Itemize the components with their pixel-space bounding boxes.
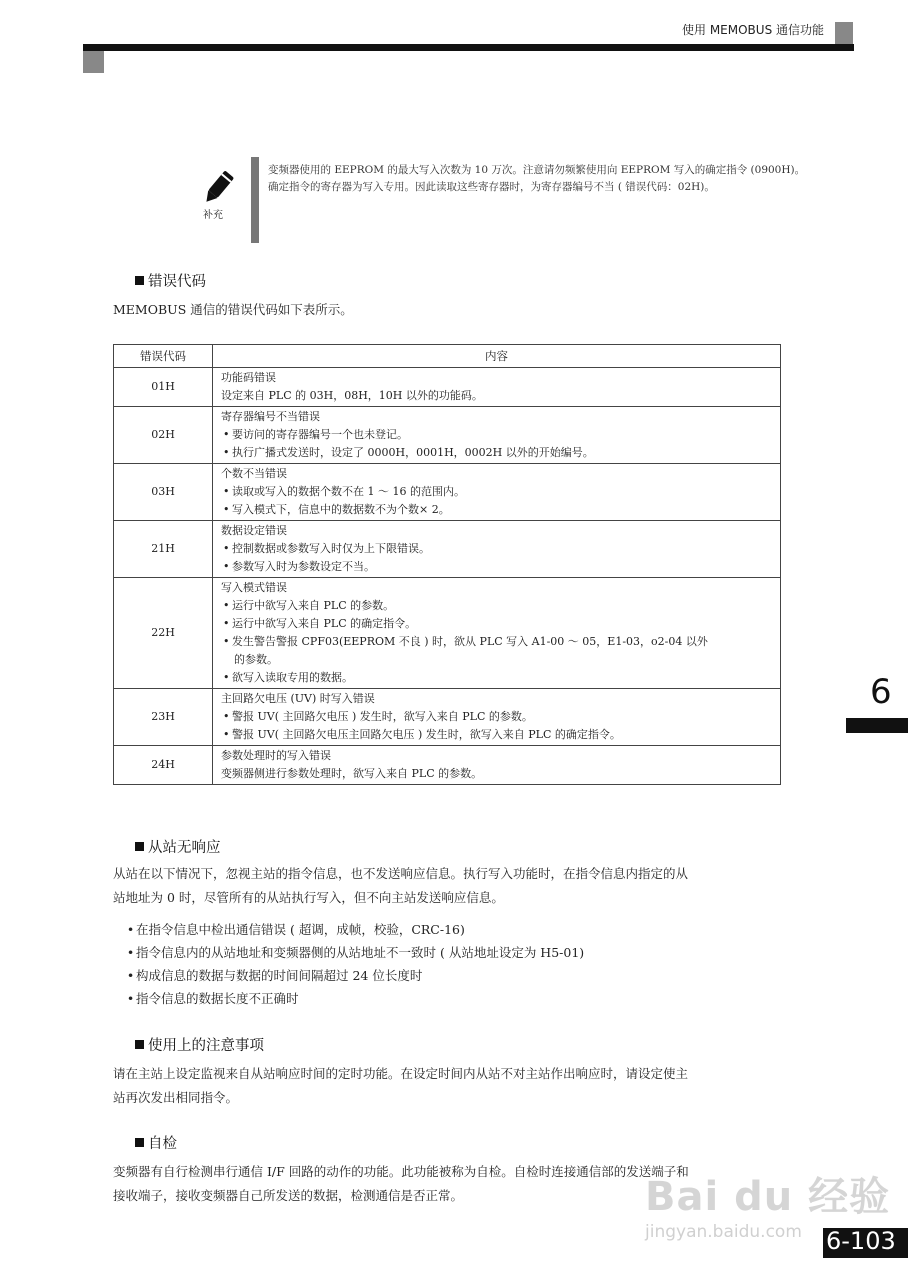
error-code-cell: 02H [114, 407, 213, 464]
section-heading-self-test: 自检 [135, 1132, 177, 1153]
error-bullet-line: • 警报 UV( 主回路欠电压 ) 发生时，欲写入来自 PLC 的参数。 [223, 710, 533, 723]
error-bullet-line: • 参数写入时为参数设定不当。 [223, 560, 375, 573]
error-title: 功能码错误 [221, 371, 276, 384]
error-code-cell: 01H [114, 368, 213, 407]
error-detail-line: 变频器侧进行参数处理时，欲写入来自 PLC 的参数。 [221, 767, 483, 780]
square-bullet-icon [135, 1138, 144, 1147]
error-bullet-line: • 读取或写入的数据个数不在 1 ～ 16 的范围内。 [223, 485, 465, 498]
error-code-cell: 22H [114, 578, 213, 689]
error-code-cell: 21H [114, 521, 213, 578]
error-bullet-line: • 控制数据或参数写入时仅为上下限错误。 [223, 542, 430, 555]
error-detail-line: 设定来自 PLC 的 03H，08H，10H 以外的功能码。 [221, 389, 483, 402]
error-content-cell [213, 407, 781, 464]
error-bullet-line: • 写入模式下，信息中的数据数不为个数× 2。 [223, 503, 450, 516]
error-bullet-line: • 运行中欲写入来自 PLC 的确定指令。 [223, 617, 417, 630]
header-rule [83, 44, 854, 51]
error-content-cell [213, 746, 781, 785]
slave-bullet-list [125, 918, 584, 1010]
note-bar [251, 157, 259, 243]
section-heading-slave-no-response: 从站无响应 [135, 836, 221, 857]
error-content-cell [213, 368, 781, 407]
table-row [114, 578, 781, 689]
error-bullet-line: • 运行中欲写入来自 PLC 的参数。 [223, 599, 395, 612]
error-content-cell [213, 464, 781, 521]
table-row [114, 521, 781, 578]
header-marker-left [83, 51, 104, 73]
error-code-cell: 24H [114, 746, 213, 785]
error-title: 写入模式错误 [221, 581, 287, 594]
selftest-paragraph: 变频器有自行检测串行通信 I/F 回路的动作的功能。此功能被称为自检。自检时连接通信部的发送端子和 接收端子，接收变频器自己所发送的数据，检测通信是否正常。 [113, 1164, 689, 1203]
note-icon-label: 补充 [203, 210, 223, 221]
list-item: • 在指令信息中检出通信错误 ( 超调，成帧，校验，CRC-16) [126, 922, 465, 937]
error-intro: MEMOBUS 通信的错误代码如下表所示。 [113, 302, 353, 317]
table-header-row [114, 345, 781, 368]
error-detail-line: 的参数。 [234, 653, 278, 666]
error-code-cell: 23H [114, 689, 213, 746]
page-number: 6-103 [826, 1227, 896, 1255]
table-row [114, 407, 781, 464]
list-item: • 构成信息的数据与数据的时间间隔超过 24 位长度时 [126, 968, 423, 983]
error-bullet-line: • 要访问的寄存器编号一个也未登记。 [223, 428, 408, 441]
error-title: 寄存器编号不当错误 [221, 410, 320, 423]
error-bullet-line: • 欲写入读取专用的数据。 [223, 671, 353, 684]
running-header: 使用 MEMOBUS 通信功能 [682, 23, 824, 37]
error-bullet-line: • 执行广播式发送时，设定了 0000H，0001H，0002H 以外的开始编号。 [223, 446, 594, 459]
error-title: 参数处理时的写入错误 [221, 749, 331, 762]
watermark-logo: Bai du 经验 [645, 1174, 891, 1220]
slave-paragraph: 从站在以下情况下，忽视主站的指令信息，也不发送响应信息。执行写入功能时，在指令信息内指定的从 站地址为 0 时，尽管所有的从站执行写入，但不向主站发送响应信息。 [113, 866, 689, 905]
note-text [268, 162, 838, 196]
table-row [114, 464, 781, 521]
error-content-cell [213, 578, 781, 689]
error-bullet-line: • 发生警告警报 CPF03(EEPROM 不良 ) 时，欲从 PLC 写入 A1-00 ～ 05，E1-03，o2-04 以外 [223, 635, 708, 648]
square-bullet-icon [135, 276, 144, 285]
list-item: • 指令信息内的从站地址和变频器侧的从站地址不一致时 ( 从站地址设定为 H5-01) [126, 945, 585, 960]
table-row [114, 746, 781, 785]
section-heading-usage-notes: 使用上的注意事项 [135, 1034, 264, 1055]
error-content-cell [213, 521, 781, 578]
section-heading-error-codes: 错误代码 [135, 270, 206, 291]
square-bullet-icon [135, 1040, 144, 1049]
chapter-tab-bar [846, 718, 908, 733]
square-bullet-icon [135, 842, 144, 851]
table-row [114, 368, 781, 407]
watermark-url: jingyan.baidu.com [645, 1222, 802, 1242]
error-title: 主回路欠电压 (UV) 时写入错误 [221, 692, 375, 705]
list-item: • 指令信息的数据长度不正确时 [126, 991, 299, 1006]
col-content-header: 内容 [213, 345, 781, 368]
note-line: 确定指令的寄存器为写入专用。因此读取这些寄存器时，为寄存器编号不当 ( 错误代码：02H)。 [268, 181, 715, 193]
error-title: 数据设定错误 [221, 524, 287, 537]
error-title: 个数不当错误 [221, 467, 287, 480]
chapter-number: 6 [870, 672, 892, 712]
table-row [114, 689, 781, 746]
col-code-header: 错误代码 [114, 345, 213, 368]
error-bullet-line: • 警报 UV( 主回路欠电压主回路欠电压 ) 发生时，欲写入来自 PLC 的确定指令。 [223, 728, 621, 741]
error-content-cell [213, 689, 781, 746]
error-code-cell: 03H [114, 464, 213, 521]
usage-paragraph: 请在主站上设定监视来自从站响应时间的定时功能。在设定时间内从站不对主站作出响应时，请设定使主 站再次发出相同指令。 [113, 1066, 689, 1105]
error-code-table [113, 344, 781, 785]
note-line: 变频器使用的 EEPROM 的最大写入次数为 10 万次。注意请勿频繁使用向 EEPROM 写入的确定指令 (0900H)。 [268, 164, 806, 176]
